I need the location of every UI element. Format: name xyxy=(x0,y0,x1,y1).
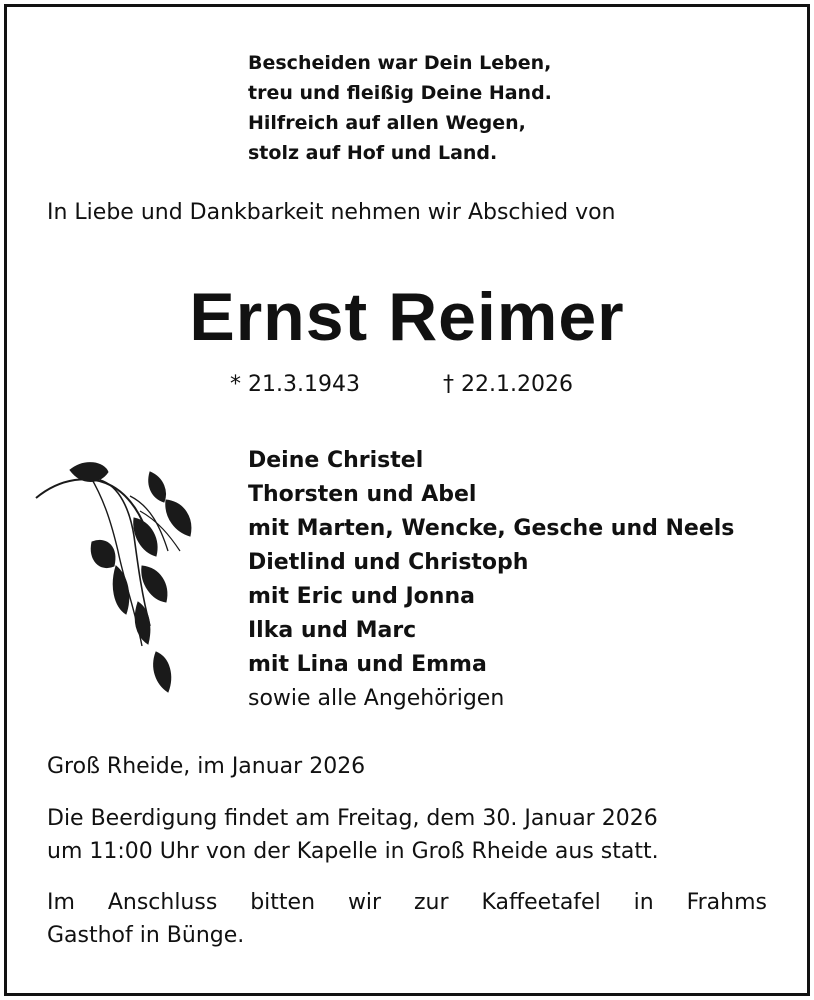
word: in xyxy=(633,890,654,915)
place-and-date: Groß Rheide, im Januar 2026 xyxy=(47,754,366,779)
list-item: Ilka und Marc xyxy=(248,618,417,643)
list-item: sowie alle Angehörigen xyxy=(248,686,505,711)
list-item: mit Marten, Wencke, Gesche und Neels xyxy=(248,516,735,541)
word: Im xyxy=(47,890,75,915)
word: Anschluss xyxy=(107,890,218,915)
word: Frahms xyxy=(686,890,767,915)
poem-line: treu und fleißig Deine Hand. xyxy=(248,82,552,104)
word: wir xyxy=(347,890,382,915)
reception-info xyxy=(47,886,767,952)
reception-line: Gasthof in Bünge. xyxy=(47,923,245,948)
list-item: mit Lina und Emma xyxy=(248,652,487,677)
word: Kaffeetafel xyxy=(481,890,601,915)
word: bitten xyxy=(250,890,316,915)
funeral-line: um 11:00 Uhr von der Kapelle in Groß Rheide aus statt. xyxy=(47,839,659,864)
word: zur xyxy=(414,890,449,915)
funeral-info xyxy=(47,802,767,868)
leaf-branch-icon xyxy=(30,456,200,696)
poem-line: Bescheiden war Dein Leben, xyxy=(248,52,552,74)
reception-line xyxy=(47,886,767,919)
poem-line: Hilfreich auf allen Wegen, xyxy=(248,112,526,134)
farewell-intro: In Liebe und Dankbarkeit nehmen wir Abschied von xyxy=(47,200,616,225)
list-item: Dietlind und Christoph xyxy=(248,550,529,575)
memorial-poem xyxy=(248,48,552,168)
birth-date: * 21.3.1943 xyxy=(230,372,360,397)
mourners-list xyxy=(248,444,734,716)
deceased-name: Ernst Reimer xyxy=(189,279,625,355)
list-item: mit Eric und Jonna xyxy=(248,584,475,609)
list-item: Deine Christel xyxy=(248,448,424,473)
list-item: Thorsten und Abel xyxy=(248,482,477,507)
poem-line: stolz auf Hof und Land. xyxy=(248,142,498,164)
death-date: † 22.1.2026 xyxy=(443,372,573,397)
funeral-line: Die Beerdigung findet am Freitag, dem 30. Januar 2026 xyxy=(47,806,658,831)
